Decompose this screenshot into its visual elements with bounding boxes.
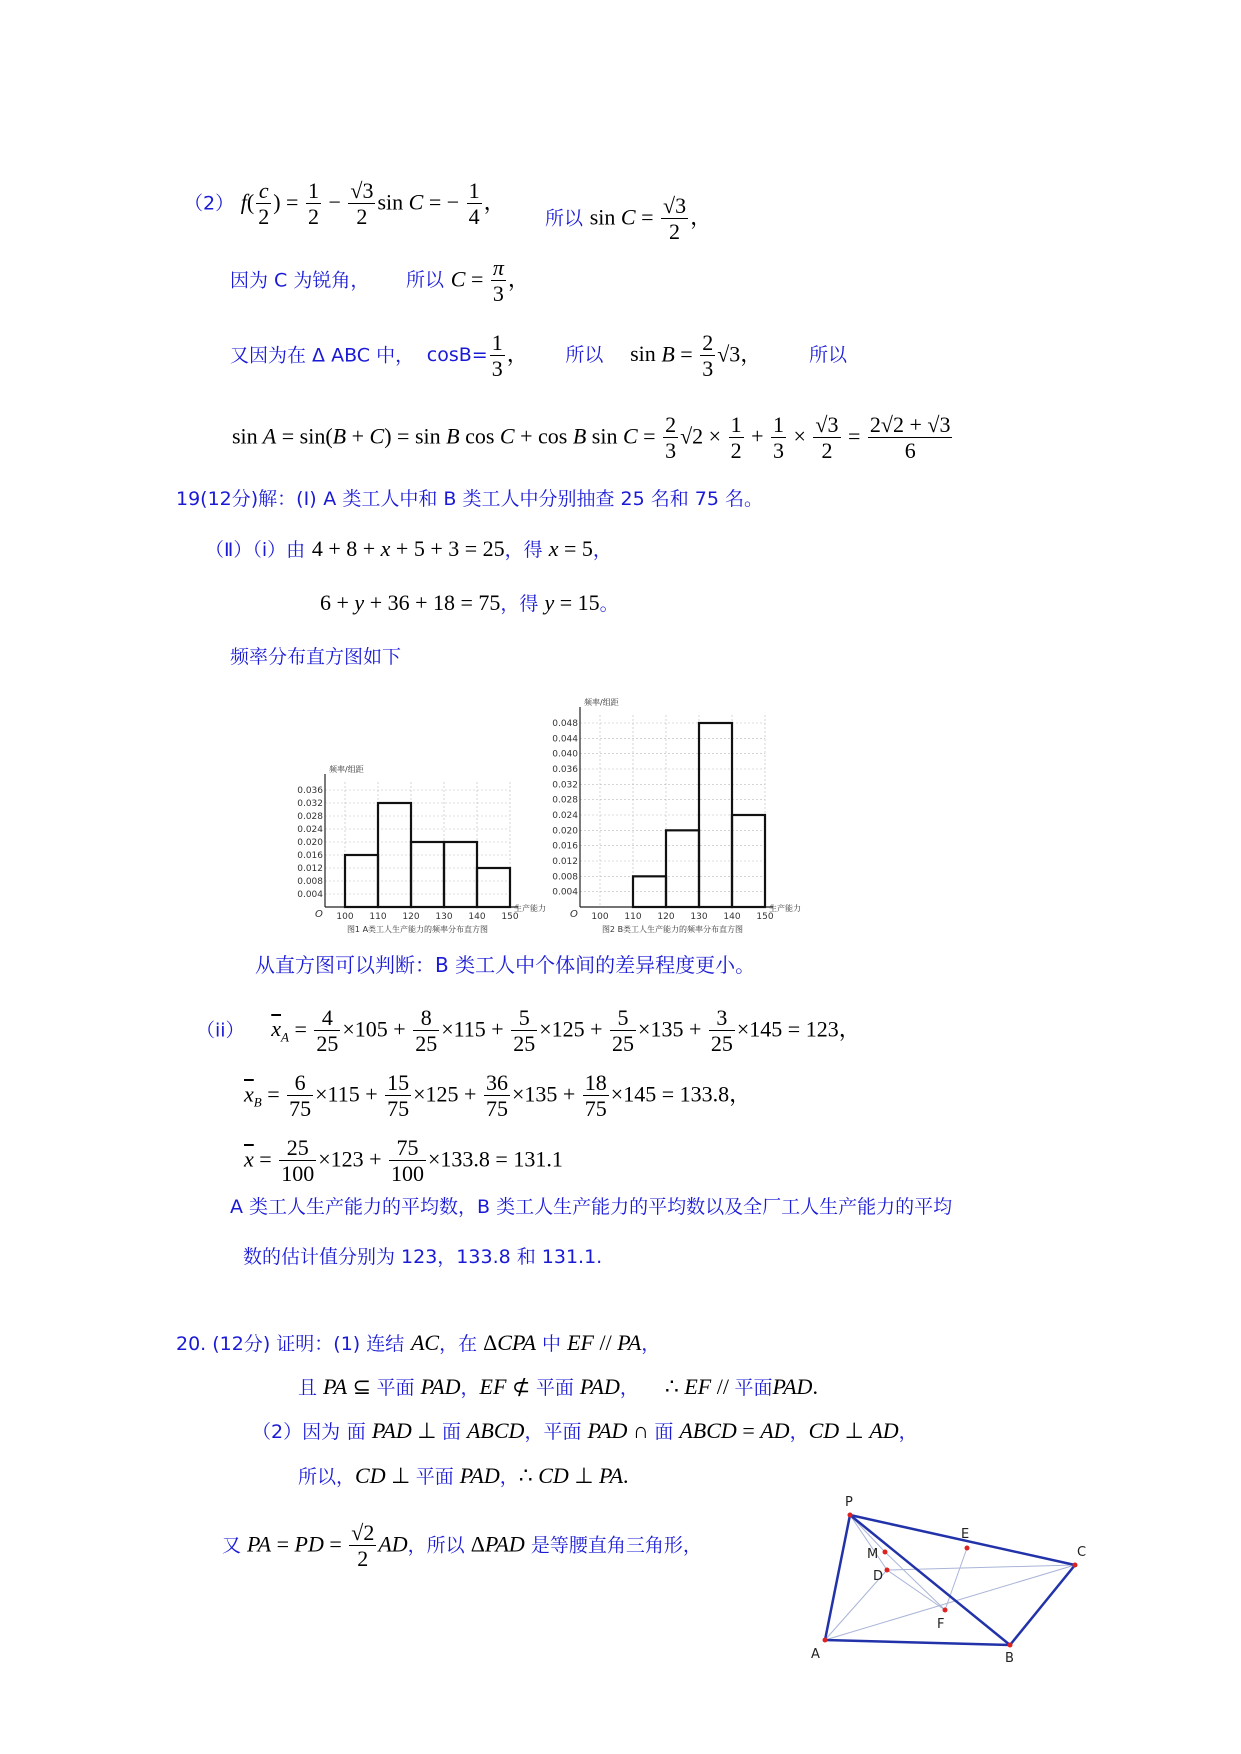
q20-line1: 20. (12分) 证明：(1) 连结 AC，在 ΔCPA 中 EF // PA， [176,1330,661,1355]
y-tick-label: 0.020 [552,826,578,837]
y-tick-label: 0.028 [552,795,578,806]
chart-caption: 图1 A类工人生产能力的频率分布直方图 [346,925,489,934]
q19-head [176,488,763,509]
x-tick-label: 120 [402,912,420,922]
y-axis-label: 频率/组距 [329,765,364,774]
q20-line4: 所以，CD ⊥ 平面 PAD，∴ CD ⊥ PA. [298,1463,629,1488]
label-b: B [1005,1651,1014,1666]
part-label: （2） [184,192,235,215]
hist-intro: 频率分布直方图如下 [230,646,402,668]
y-tick-label: 0.004 [552,887,578,898]
x-tick-label: 110 [369,912,387,922]
q19-summary-1: A 类工人生产能力的平均数，B 类工人生产能力的平均数以及全厂工人生产能力的平均 [230,1196,953,1218]
pyramid-figure [795,1490,1095,1670]
histogram-bar [411,842,444,907]
q20-part2-label: （2）因为 [252,1421,341,1443]
x-axis-label: 生产能力 [514,904,546,913]
y-tick-label: 0.044 [552,734,578,745]
x-tick-label: 140 [468,912,486,922]
q20-head: 20. (12分) 证明：(1) 连结 [176,1333,405,1355]
y-axis-label: 频率/组距 [584,698,619,707]
chart-caption: 图2 B类工人生产能力的频率分布直方图 [601,925,744,934]
q19-xa: （ii） $\overline{x}_A$ = $\frac{4}{25}$ ×105 + $\frac{8}{25}$ ×115 + $\frac{5}{25}$ ×125 + $\frac{5}{25}$ ×135 + $\frac{3}{25}$ ×145 = 123， [196,1005,861,1057]
histogram-bar [477,868,510,907]
q19-eq1: （Ⅱ）（ⅰ）由 4 + 8 + x + 5 + 3 = 25，得 x = 5， [205,536,612,561]
q18-line1-result: 所以 sin C = $\frac{√3}{2}$ ， [545,193,713,245]
y-tick-label: 0.040 [552,749,578,760]
label-p: P [845,1495,853,1510]
origin-label: O [315,909,323,920]
text-acute: 因为 C 为锐角， [230,269,370,292]
y-tick-label: 0.004 [297,890,323,900]
histogram-bar [444,842,477,907]
y-tick-label: 0.048 [552,719,578,729]
q19-summary-2: 数的估计值分别为 123，133.8 和 131.1. [243,1246,603,1268]
label-a: A [811,1647,820,1662]
x-tick-label: 130 [435,912,453,922]
text-in-triangle: 又因为在 Δ ABC 中， [230,344,415,367]
y-tick-label: 0.020 [297,838,323,848]
text-so: 所以 [808,344,847,367]
q20-line3: （2）因为 面 PAD ⊥ 面 ABCD，平面 PAD ∩ 面 ABCD = AD，CD ⊥ AD， [252,1418,918,1443]
y-tick-label: 0.012 [552,857,578,867]
x-tick-label: 120 [657,912,675,922]
y-tick-label: 0.024 [552,811,578,821]
y-tick-label: 0.032 [297,799,323,809]
y-tick-label: 0.016 [552,841,578,852]
y-tick-label: 0.028 [297,812,323,822]
label-e: E [961,1527,970,1542]
q19-part1: A 类工人中和 B 类工人中分别抽查 25 名和 75 名。 [323,488,763,510]
text-so: 所以 [565,344,604,367]
y-tick-label: 0.012 [297,864,323,874]
y-tick-label: 0.008 [552,872,578,883]
q18-line2: 因为 C 为锐角， 所以 C = $\frac{\pi}{3}$ ， [230,255,530,307]
q19-title: 19(12分)解：(Ⅰ) [176,488,317,510]
q18-line3: 又因为在 Δ ABC 中， cosB= $\frac{1}{3}$ ， 所以 sin B = $\frac{2}{3}$ √3， 所以 [230,330,847,382]
label-f: F [937,1617,945,1632]
label-m: M [867,1547,879,1562]
q20-line5: 又 PA = PD = $\frac{√2}{2}$ AD，所以 ΔPAD 是等腰直角三角形， [222,1520,702,1572]
y-tick-label: 0.036 [552,765,578,775]
q18-line1: （2） f( $\frac{c}{2}$ ) = $\frac{1}{2}$ − $\frac{√3}{2}$ sin C = − $\frac{1}{4}$ ， [184,178,506,230]
x-tick-label: 100 [336,912,354,922]
label-d: D [873,1569,884,1584]
q18-line4: sin A = sin(B + C) = sin B cos C + cos B sin C = $\frac{2}{3}$ √2 × $\frac{1}{2}$ + $\frac{1}{3}$ × $\frac{√3}{2}$ = $\frac{2√2 + √3}{6}$ [232,412,951,464]
label-c: C [1077,1545,1087,1560]
x-tick-label: 140 [723,912,741,922]
y-tick-label: 0.024 [297,825,323,835]
q19-part2-label: （Ⅱ）（ⅰ）由 [205,539,306,561]
y-tick-label: 0.008 [297,877,323,887]
histogram-a [285,760,550,935]
x-tick-label: 110 [624,912,642,922]
x-tick-label: 100 [591,912,609,922]
origin-label: O [570,909,578,920]
text-so: 所以 [406,269,445,292]
q20-line2: 且 PA ⊆ 平面 PAD，EF ⊄ 平面 PAD， ∴ EF // 平面PAD. [298,1374,818,1399]
histogram-bar [699,723,732,907]
q19-conclusion: 从直方图可以判断：B 类工人中个体间的差异程度更小。 [255,953,756,977]
x-tick-label: 150 [756,912,774,922]
q19-xb: $\overline{x}_B$ = $\frac{6}{75}$ ×115 + $\frac{15}{75}$ ×125 + $\frac{36}{75}$ ×135 + $\frac{18}{75}$ ×145 = 133.8， [244,1070,752,1122]
x-tick-label: 150 [501,912,519,922]
histogram-bar [666,830,699,907]
x-axis-label: 生产能力 [769,904,801,913]
x-tick-label: 130 [690,912,708,922]
histogram-b [540,693,805,935]
y-tick-label: 0.016 [297,851,323,861]
text-so: 所以 [545,207,584,230]
y-tick-label: 0.032 [552,780,578,791]
q19-xall: $\overline{x}$ = $\frac{25}{100}$ ×123 + $\frac{75}{100}$ ×133.8 = 131.1 [244,1135,563,1187]
part-ii-label: （ii） [196,1019,245,1042]
y-tick-label: 0.036 [297,786,323,796]
q19-eq2: 6 + y + 36 + 18 = 75，得 y = 15。 [320,590,619,615]
